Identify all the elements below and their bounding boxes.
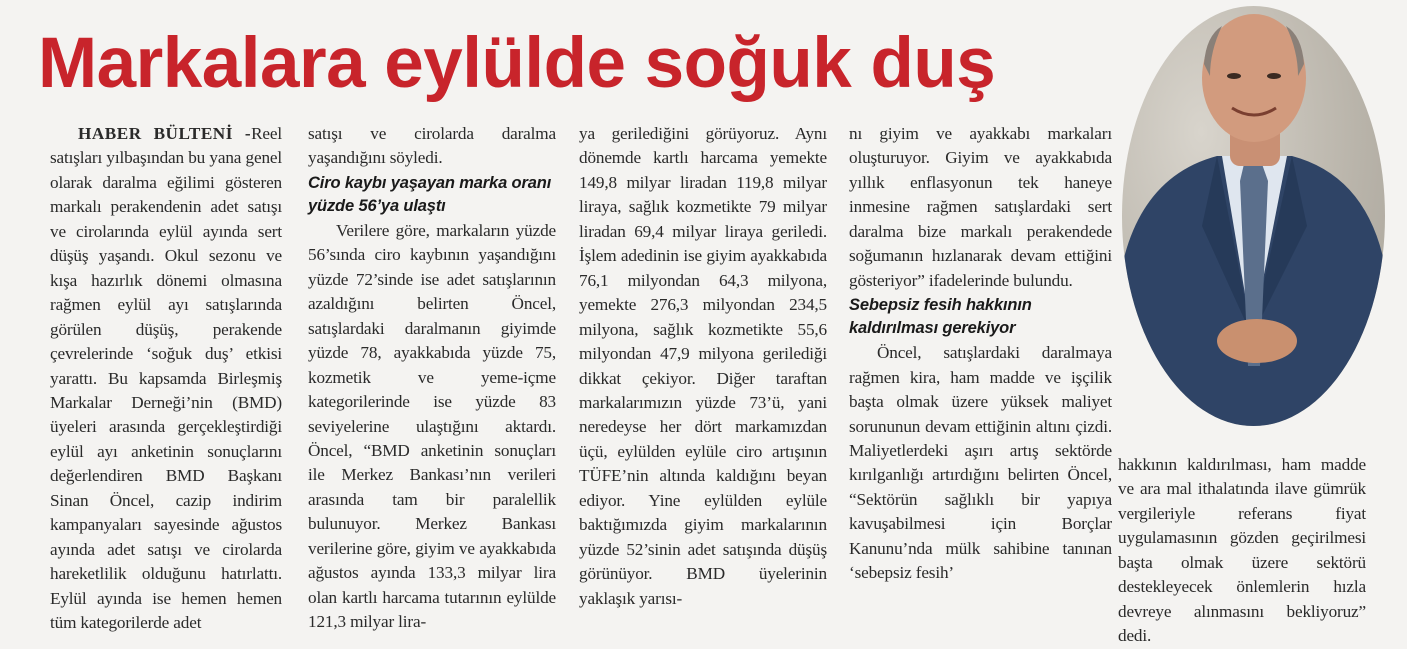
article-column-4 [849,122,1112,586]
portrait-illustration [1122,6,1385,426]
headline: Markalara eylülde soğuk duş [38,24,996,103]
lead-text: Reel satışları yılbaşından bu yana genel olarak daralma eğilimi gösteren markalı perakendenin adet satışı ve cirolarında eylül ayında sert düşüş yaşandı. Okul sezonu ve kışa hazırlık dönemi olmasına rağmen eylül ayı satışlarında görülen düşüş, perakende çevrelerinde ‘soğuk duş’ etkisi yarattı. Bu kapsamda Birleşmiş Markalar Derneği’nin (BMD) üyeleri arasında gerçekleştirdiği eylül ayı anketinin sonuçlarını değerlendiren BMD Başkanı Sinan Öncel, cazip indirim kampanyaları sayesinde ağustos ayında adet satışı ve cirolarda hareketlilik olduğunu hatırlattı. Eylül ayında ise hemen hemen tüm kategorilerde adet [50,124,282,633]
paragraph: nı giyim ve ayakkabı markaları oluşturuyor. Giyim ve ayakkabıda yıllık enflasyonun tek haneye inmesine rağmen satışlardaki sert daralma bize markalı perakendede soğumanın hızlanarak devam ettiğini gösteriyor” ifadelerinde bulundu. [849,124,1112,290]
lead-paragraph [50,122,282,636]
paragraph: ya gerilediğini görüyoruz. Aynı dönemde kartlı harcama yemekte 149,8 milyar liradan 119,8 milyar liraya, sağlık kozmetikte 79 milyar liradan 69,4 milyar liraya geriledi. İşlem adedinin ise giyim ayakkabıda 76,1 milyondan 64,3 milyona, yemekte 276,3 milyondan 234,5 milyona, sağlık kozmetikte 55,6 milyondan 47,9 milyona gerilediği dikkat çekiyor. Diğer taraftan markalarımızın yüzde 73’ü, yani neredeyse her dört markamızdan üçü, eylülden eylüle ciro artışının TÜFE’nin altında kaldığını beyan ediyor. Yine eylülden eylüle baktığımızda giyim markalarının yüzde 52’sinin adet satışında düşüş görünüyor. BMD üyelerinin yaklaşık yarısı- [579,124,827,608]
article-column-2 [308,122,556,635]
article-column-1 [50,122,282,636]
subheading-sebepsiz-fesih: Sebepsiz fesih hakkının kaldırılması gerekiyor [849,296,1032,338]
article-column-5 [1118,453,1366,649]
paragraph: hakkının kaldırılması, ham madde ve ara mal ithalatında ilave gümrük vergileriyle referans fiyat uygulamasının gözden geçirilmesi başta olmak üzere sektörü destekleyecek önlemlerin hızla devreye alınmasını bekliyoruz” dedi. [1118,455,1366,646]
lead-label: HABER BÜLTENİ - [78,124,252,143]
portrait-photo [1122,6,1385,426]
paragraph: satışı ve cirolarda daralma yaşandığını söyledi. [308,124,556,168]
subheading-ciro-kaybi: Ciro kaybı yaşayan marka oranı yüzde 56’ya ulaştı [308,173,552,215]
paragraph: Verilere göre, markaların yüzde 56’sında ciro kaybının yaşandığını yüzde 72’sinde ise adet satışlarının azaldığını belirten Öncel, satışlardaki daralmanın giyimde yüzde 78, ayakkabıda yüzde 75, kozmetik ve yeme-içme kategorilerinde ise yüzde 83 seviyelerine ulaştığını aktardı. Öncel, “BMD anketinin sonuçları ile Merkez Bankası’nın verileri arasında tam bir paralellik bulunuyor. Merkez Bankası verilerine göre, giyim ve ayakkabıda ağustos ayında 133,3 milyar lira olan kartlı harcama tutarının eylülde 121,3 milyar lira- [308,220,556,632]
article-column-3 [579,122,827,611]
paragraph: Öncel, satışlardaki daralmaya rağmen kira, ham madde ve işçilik başta olmak üzere yüksek maliyet sorununun devam ettiğinin altını çizdi. Maliyetlerdeki aşırı artış sektörde kırılganlığı artırdığını belirten Öncel, “Sektörün sağlıklı bir yapıya kavuşabilmesi için Borçlar Kanunu’nda mülk sahibine tanınan ‘sebepsiz fesih’ [849,343,1112,583]
